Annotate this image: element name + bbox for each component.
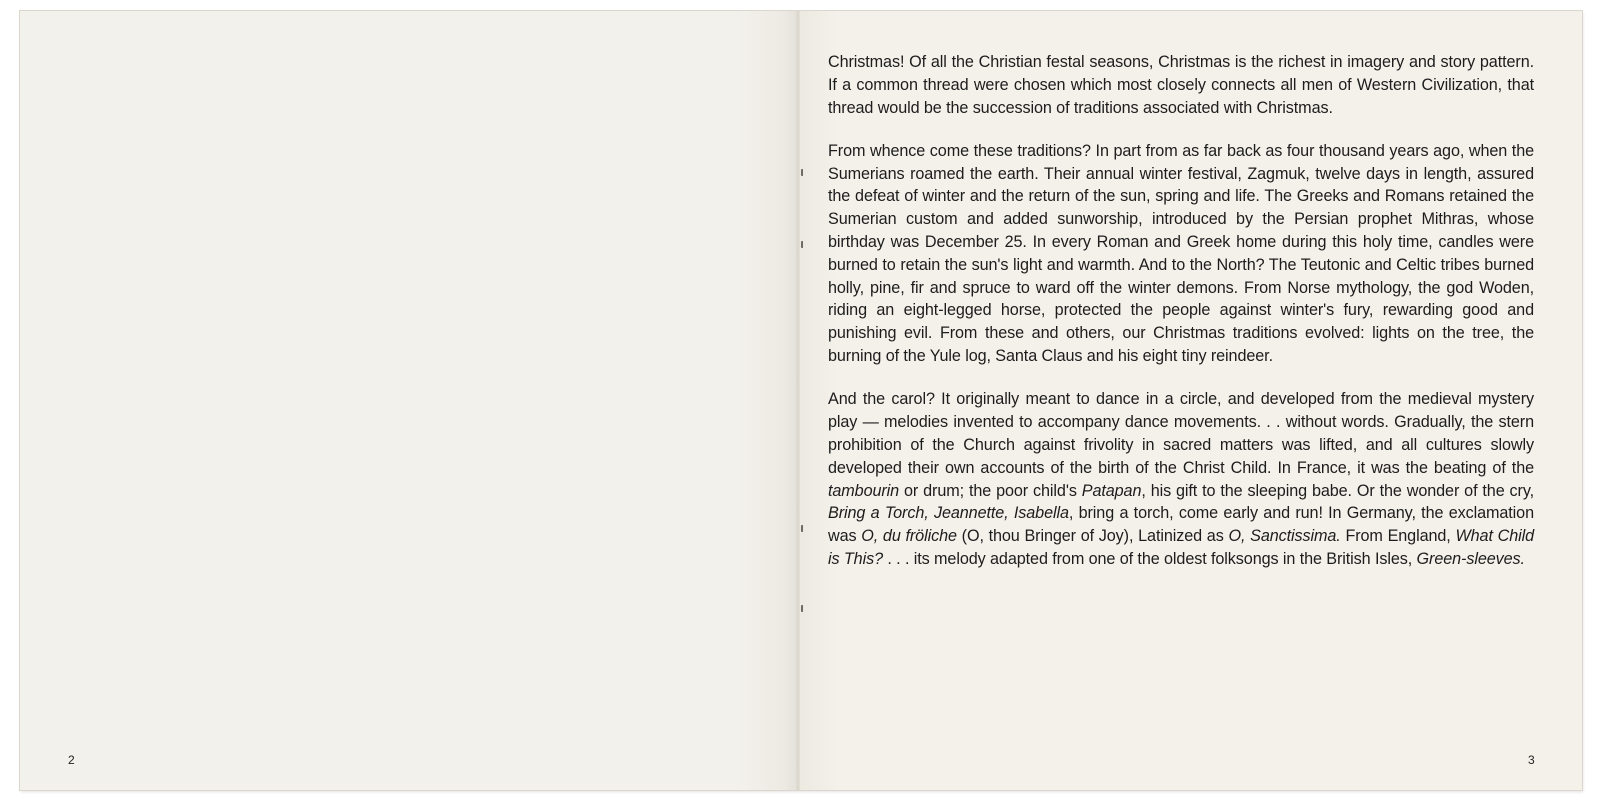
- italic-text: Bring a Torch, Jeannette, Isabella: [828, 504, 1069, 523]
- italic-text: O, du fröliche: [861, 527, 957, 546]
- paragraph: [828, 51, 1534, 119]
- text-run: . . . its melody adapted from one of the oldest folksongs in the British Isles,: [882, 549, 1417, 568]
- left-page: [20, 11, 798, 790]
- text-run: or drum; the poor child's: [899, 481, 1082, 500]
- italic-text: O, Sanctissima.: [1228, 527, 1341, 546]
- text-run: And the carol? It originally meant to dance in a circle, and developed from the medieval mystery play — melodies invented to accompany dance movements. . . without words. Gradually, the stern prohibition of the Church against frivolity in sacred matters was lifted, and all cultures slowly developed their own accounts of the birth of the Christ Child. In France, it was the beating of the: [828, 390, 1534, 477]
- text-run: , his gift to the sleeping babe. Or the wonder of the cry,: [1141, 481, 1535, 500]
- page-number-left: 2: [68, 753, 75, 767]
- page-number-right: 3: [1528, 753, 1535, 767]
- text-run: (O, thou Bringer of Joy), Latinized as: [956, 527, 1229, 546]
- italic-text: What Child is This?: [828, 527, 1535, 568]
- staple-mark: [801, 241, 805, 248]
- paragraph: [828, 140, 1534, 368]
- staple-mark: [801, 525, 805, 532]
- staple-mark: [801, 169, 805, 176]
- text-run: Christmas! Of all the Christian festal seasons, Christmas is the richest in imagery and story pattern. If a common thread were chosen which most closely connects all men of Western Civilization, that thread would be the succession of traditions associated with Christmas.: [828, 53, 1534, 117]
- italic-text: Green-sleeves.: [1416, 549, 1525, 568]
- italic-text: Patapan: [1081, 481, 1142, 500]
- text-run: From whence come these traditions? In part from as far back as four thousand years ago, when the Sumerians roamed the earth. Their annual winter festival, Zagmuk, twelve days in length, assured the defeat of winter and the return of the sun, spring and life. The Greeks and Romans retained the Sumerian custom and added sunworship, introduced by the Persian prophet Mithras, whose birthday was December 25. In every Roman and Greek home during this holy time, candles were burned to retain the sun's light and warmth. And to the North? The Teutonic and Celtic tribes burned holly, pine, fir and spruce to ward off the winter demons. From Norse mythology, the god Woden, riding an eight-legged horse, protected the people against winter's fury, rewarding good and punishing evil. From these and others, our Christmas traditions evolved: lights on the tree, the burning of the Yule log, Santa Claus and his eight tiny reindeer.: [828, 141, 1534, 366]
- text-run: , bring a torch, come early and run! In Germany, the exclamation was: [828, 504, 1534, 546]
- italic-text: tambourin: [828, 481, 900, 500]
- body-text: [828, 51, 1534, 591]
- text-run: From England,: [1340, 527, 1456, 546]
- paragraph: [828, 388, 1534, 570]
- staple-mark: [801, 605, 805, 612]
- booklet-spine: [796, 11, 800, 790]
